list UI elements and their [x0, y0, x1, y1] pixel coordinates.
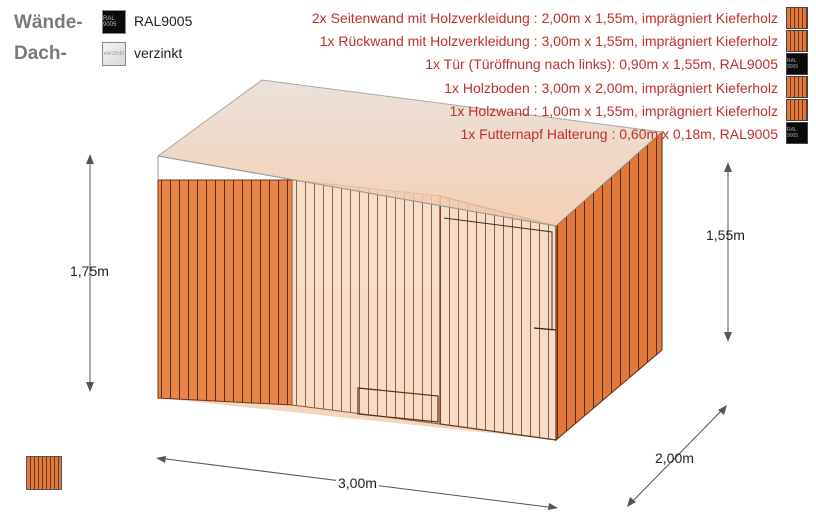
part-swatch-wood[interactable] — [786, 30, 808, 52]
height-left-arrow-bottom — [86, 382, 94, 392]
part-swatch-wood[interactable] — [786, 76, 808, 98]
roof-legend-label: Dach- — [14, 43, 67, 64]
roof-color-value: verzinkt — [134, 45, 183, 61]
height-left-arrow-top — [86, 154, 94, 164]
roof-swatch-text: verzinkt — [103, 51, 125, 57]
walls-swatch-text: RAL 9005 — [103, 16, 117, 28]
door-panel[interactable] — [440, 196, 556, 440]
dark-swatch-text: RAL 9005 — [787, 127, 799, 139]
parts-list-item: 1x Futternapf Halterung : 0,60m x 0,18m, RAL9005 — [460, 125, 778, 142]
wood-texture-swatch[interactable] — [26, 456, 62, 490]
part-swatch-dark[interactable] — [786, 53, 808, 75]
dark-swatch-text: RAL 9005 — [787, 58, 799, 70]
left-wall-panel — [158, 180, 292, 405]
width-arrow-left — [156, 456, 166, 463]
width-arrow-right — [548, 503, 558, 510]
height-right-label: 1,55m — [706, 227, 745, 243]
height-left-label: 1,75m — [70, 263, 109, 279]
height-right-arrow-bottom — [724, 332, 732, 342]
parts-list-item: 1x Holzboden : 3,00m x 2,00m, imprägniert Kieferholz — [444, 79, 778, 96]
width-label: 3,00m — [338, 475, 377, 491]
part-swatch-wood[interactable] — [786, 7, 808, 29]
part-swatch-wood[interactable] — [786, 99, 808, 121]
parts-list-item: 1x Holzwand : 1,00m x 1,55m, imprägniert Kieferholz — [449, 102, 778, 119]
parts-list-item: 2x Seitenwand mit Holzverkleidung : 2,00m x 1,55m, imprägniert Kieferholz — [311, 10, 778, 26]
parts-list — [312, 8, 778, 147]
walls-color-value: RAL9005 — [134, 13, 193, 29]
parts-list-item: 1x Rückwand mit Holzverkleidung : 3,00m x 1,55m, imprägniert Kieferholz — [319, 33, 778, 50]
part-swatch-dark[interactable] — [786, 122, 808, 144]
walls-legend-label: Wände- — [14, 12, 83, 33]
front-wall-panel — [292, 180, 440, 424]
height-right-arrow-top — [724, 162, 732, 172]
parts-list-item: 1x Tür (Türöffnung nach links): 0,90m x 1,55m, RAL9005 — [425, 56, 778, 73]
depth-label: 2,00m — [655, 450, 694, 466]
